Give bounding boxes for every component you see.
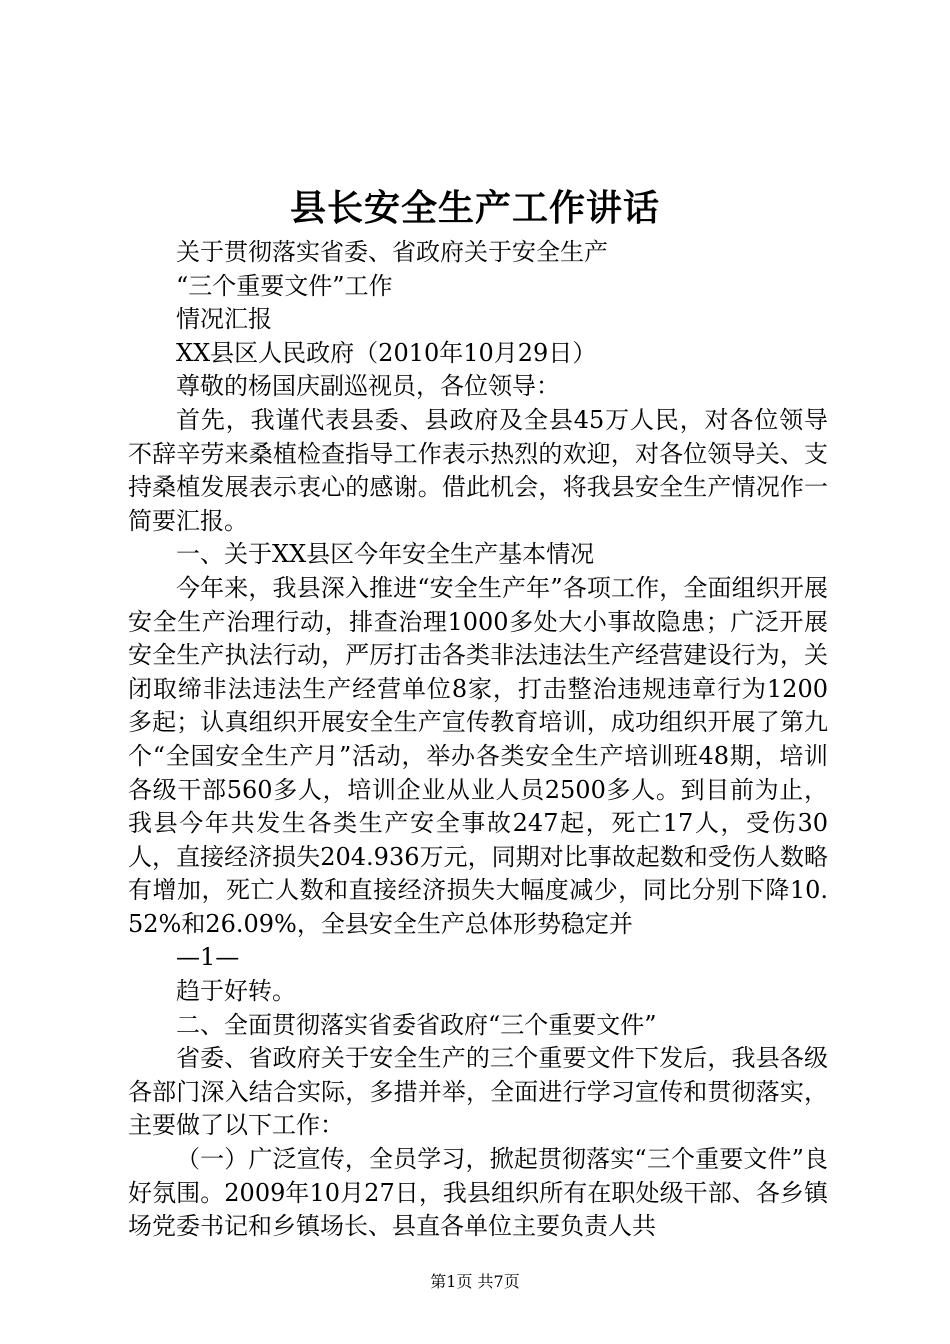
- paragraph: 情况汇报: [176, 305, 272, 334]
- document-title: 县长安全生产工作讲话: [289, 187, 660, 229]
- paragraph: 二、全面贯彻落实省委省政府“三个重要文件”: [176, 1010, 657, 1039]
- paragraph: 趋于好转。: [176, 977, 296, 1006]
- paragraph: 今年来，我县深入推进“安全生产年”各项工作，全面组织开展安全生产治理行动，排查治理1000多处大小事故隐患；广泛开展安全生产执法行动，严厉打击各类非法违法生产经营建设行为，关闭取缔非法违法生产经营单位8家，打击整治违规违章行为1200多起；认真组织开展安全生产宣传教育培训，成功组织开展了第九个“全国安全生产月”活动，举办各类安全生产培训班48期，培训各级干部560多人，培训企业从业人员2500多人。到目前为止，我县今年共发生各类生产安全事故247起，死亡17人，受伤30人，直接经济损失204.936万元，同期对比事故起数和受伤人数略有增加，死亡人数和直接经济损失大幅度减少，同比分别下降10.52%和26.09%，全县安全生产总体形势稳定并: [128, 573, 828, 938]
- paragraph: 省委、省政府关于安全生产的三个重要文件下发后，我县各级各部门深入结合实际，多措并举，全面进行学习宣传和贯彻落实，主要做了以下工作：: [128, 1044, 828, 1140]
- page-footer: 第1页 共7页: [430, 1272, 520, 1291]
- paragraph: 尊敬的杨国庆副巡视员，各位领导：: [176, 372, 560, 401]
- inline-page-number: —1—: [176, 943, 240, 972]
- paragraph: （一）广泛宣传，全员学习，掀起贯彻落实“三个重要文件”良好氛围。2009年10月27日，我县组织所有在职处级干部、各乡镇场党委书记和乡镇场长、县直各单位主要负责人共: [128, 1145, 828, 1241]
- paragraph: 关于贯彻落实省委、省政府关于安全生产: [176, 238, 608, 266]
- document-body: [128, 236, 828, 1244]
- paragraph: “三个重要文件”工作: [176, 271, 393, 300]
- paragraph: 首先，我谨代表县委、县政府及全县45万人民，对各位领导不辞辛劳来桑植检查指导工作表示热烈的欢迎，对各位领导关、支持桑植发展表示衷心的感谢。借此机会，将我县安全生产情况作一简要汇报。: [128, 405, 828, 535]
- paragraph: 一、关于XX县区今年安全生产基本情况: [176, 540, 595, 569]
- paragraph: XX县区人民政府（2010年10月29日）: [176, 338, 597, 367]
